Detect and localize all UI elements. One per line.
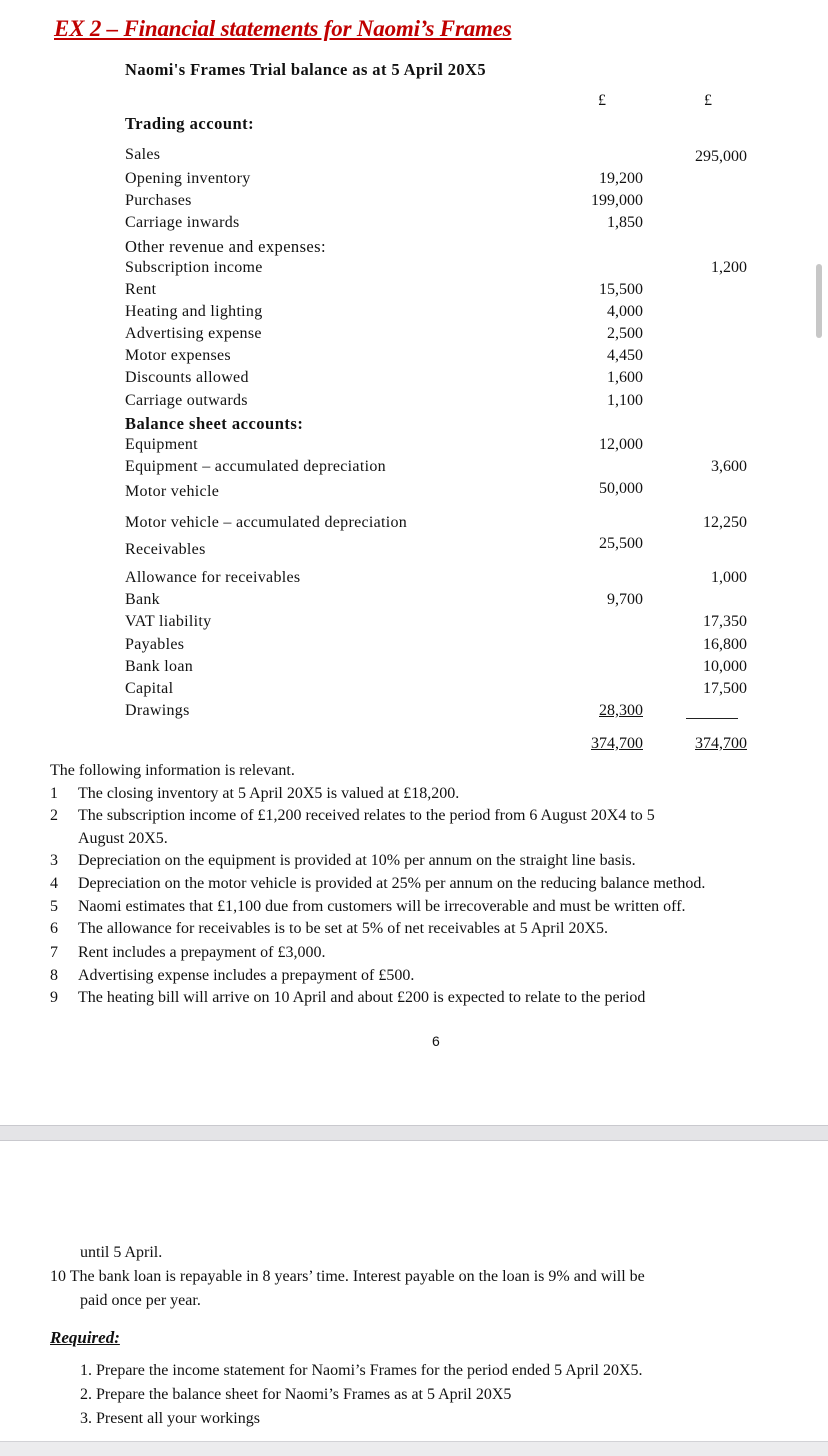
row-label: Allowance for receivables [125,569,301,586]
note-text: Naomi estimates that £1,100 due from customers will be irrecoverable and must be written off. [78,898,686,915]
row-credit: 3,600 [711,458,747,475]
note-text: August 20X5. [78,830,168,847]
debit-currency-header: £ [598,92,606,109]
note-number: 3 [50,852,58,869]
document-page-2 [0,1141,828,1441]
row-debit: 50,000 [599,480,643,497]
task-item: 2. Prepare the balance sheet for Naomi’s Frames as at 5 April 20X5 [80,1386,512,1403]
row-label: Advertising expense [125,325,262,342]
note-text: 10 The bank loan is repayable in 8 years’ time. Interest payable on the loan is 9% and will be [50,1268,645,1285]
row-debit: 19,200 [599,170,643,187]
row-debit: 1,850 [607,214,643,231]
row-debit: 2,500 [607,325,643,342]
total-credit: 374,700 [695,735,747,752]
row-credit: 17,500 [703,680,747,697]
task-item: 1. Prepare the income statement for Naomi’s Frames for the period ended 5 April 20X5. [80,1362,643,1379]
row-label: Receivables [125,541,206,558]
row-credit: 10,000 [703,658,747,675]
credit-currency-header: £ [704,92,712,109]
row-debit: 9,700 [607,591,643,608]
row-credit: 295,000 [695,148,747,165]
note-text: The heating bill will arrive on 10 April and about £200 is expected to relate to the period [78,989,646,1006]
note-text: Depreciation on the equipment is provided at 10% per annum on the straight line basis. [78,852,636,869]
row-label: VAT liability [125,613,212,630]
row-label: Equipment [125,436,198,453]
row-label: Opening inventory [125,170,251,187]
row-label: Capital [125,680,174,697]
note-text: The closing inventory at 5 April 20X5 is valued at £18,200. [78,785,460,802]
section-balance-sheet: Balance sheet accounts: [125,414,304,433]
required-heading: Required: [50,1328,120,1347]
row-label: Bank [125,591,160,608]
note-continuation: until 5 April. [80,1244,163,1261]
note-number: 2 [50,807,58,824]
row-debit: 4,450 [607,347,643,364]
note-number: 7 [50,944,58,961]
row-label: Subscription income [125,259,263,276]
note-number: 9 [50,989,58,1006]
row-credit: 16,800 [703,636,747,653]
note-text: The allowance for receivables is to be set at 5% of net receivables at 5 April 20X5. [78,920,609,937]
row-label: Motor expenses [125,347,231,364]
page-number: 6 [432,1033,440,1049]
row-label: Motor vehicle [125,483,220,500]
section-other-revenue: Other revenue and expenses: [125,237,326,256]
note-text: Depreciation on the motor vehicle is provided at 25% per annum on the reducing balance method. [78,875,706,892]
note-text: paid once per year. [80,1292,201,1309]
row-debit: 15,500 [599,281,643,298]
row-debit: 1,100 [607,392,643,409]
scrollbar-thumb[interactable] [816,264,822,338]
section-trading-account: Trading account: [125,114,255,133]
credit-rule-line [686,718,738,719]
row-label: Drawings [125,702,190,719]
note-number: 1 [50,785,58,802]
row-label: Sales [125,146,161,163]
row-debit: 25,500 [599,535,643,552]
row-label: Rent [125,281,157,298]
note-text: Rent includes a prepayment of £3,000. [78,944,326,961]
row-label: Bank loan [125,658,194,675]
page-break [0,1125,828,1141]
row-label: Motor vehicle – accumulated depreciation [125,514,408,531]
info-heading: The following information is relevant. [50,762,295,779]
note-text: The subscription income of £1,200 received relates to the period from 6 August 20X4 to 5 [78,807,655,824]
note-number: 4 [50,875,58,892]
row-label: Discounts allowed [125,369,249,386]
note-number: 8 [50,967,58,984]
row-credit: 17,350 [703,613,747,630]
row-credit: 1,200 [711,259,747,276]
row-label: Heating and lighting [125,303,263,320]
row-label: Purchases [125,192,192,209]
row-debit: 1,600 [607,369,643,386]
row-label: Carriage inwards [125,214,240,231]
note-number: 5 [50,898,58,915]
row-debit: 12,000 [599,436,643,453]
row-debit: 4,000 [607,303,643,320]
trial-balance-heading: Naomi's Frames Trial balance as at 5 April 20X5 [125,60,487,79]
row-credit: 12,250 [703,514,747,531]
row-debit: 199,000 [591,192,643,209]
task-item: 3. Present all your workings [80,1410,260,1427]
row-label: Payables [125,636,185,653]
row-debit: 28,300 [599,702,643,719]
note-number: 6 [50,920,58,937]
row-label: Carriage outwards [125,392,248,409]
row-label: Equipment – accumulated depreciation [125,458,386,475]
row-credit: 1,000 [711,569,747,586]
note-text: Advertising expense includes a prepayment of £500. [78,967,415,984]
bottom-toolbar [0,1441,828,1456]
total-debit: 374,700 [591,735,643,752]
document-title: EX 2 – Financial statements for Naomi’s Frames [54,16,512,41]
